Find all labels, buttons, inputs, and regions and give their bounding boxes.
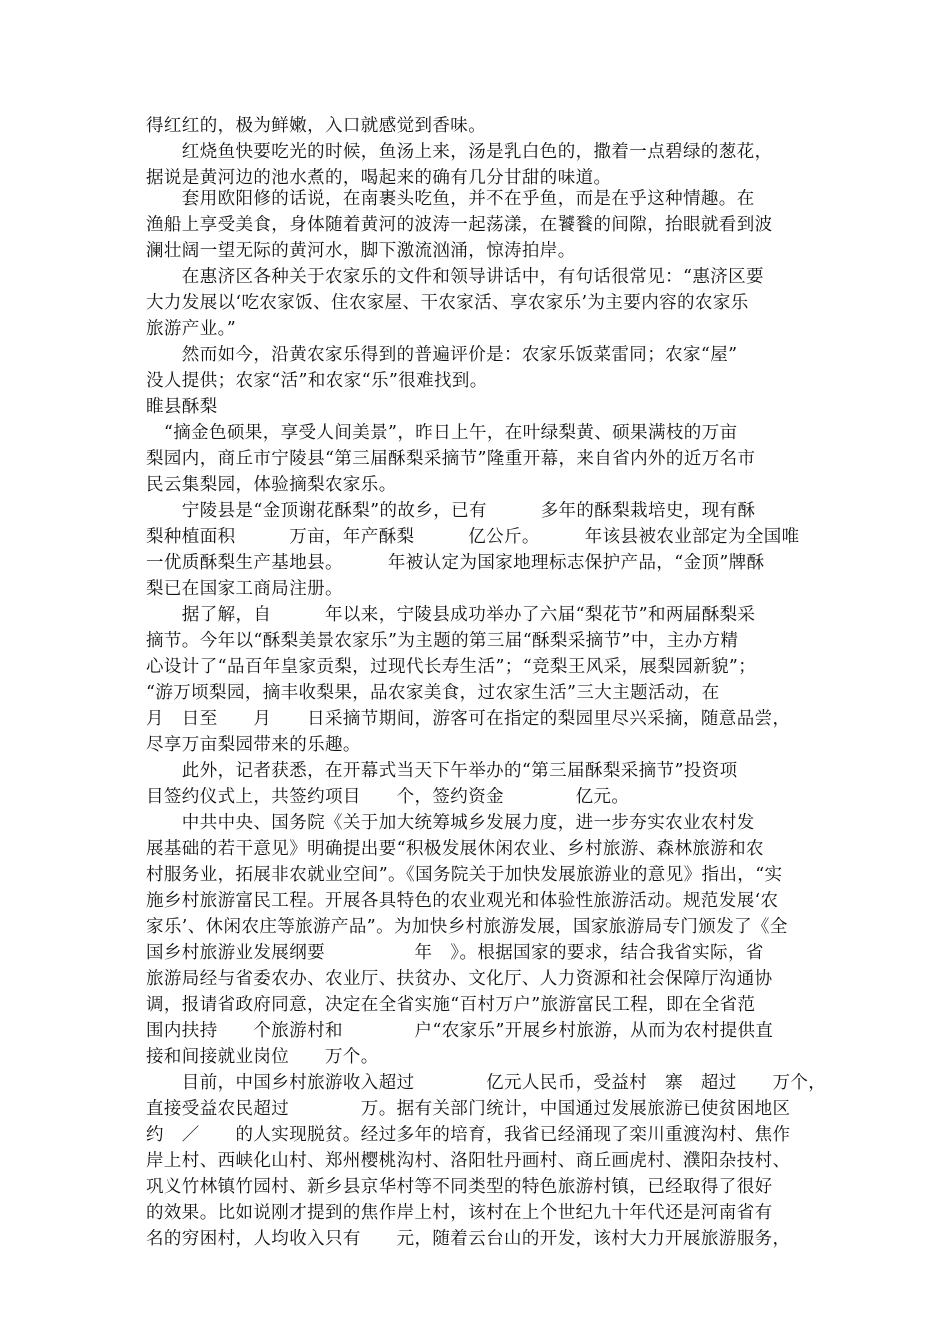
text-line: 梨已在国家工商局注册。 (146, 579, 343, 599)
text-line: 中共中央、国务院《关于加大统筹城乡发展力度，进一步夯实农业农村发 (146, 813, 755, 833)
text-line: 约 ／ 的人实现脱贫。经过多年的培育，我省已经涌现了栾川重渡沟村、焦作 (146, 1125, 791, 1145)
text-line: 目签约仪式上，共签约项目 个，签约资金 亿元。 (146, 787, 630, 807)
text-line: 红烧鱼快要吃光的时候，鱼汤上来，汤是乳白色的，撒着一点碧绿的葱花， (146, 142, 773, 162)
text-line: 目前，中国乡村旅游收入超过 亿元人民币，受益村 寨 超过 万个， (146, 1073, 827, 1093)
text-line: 然而如今，沿黄农家乐得到的普遍评价是：农家乐饭菜雷同；农家“屋” (146, 345, 738, 365)
text-line: 月 日至 月 日采摘节期间，游客可在指定的梨园里尽兴采摘，随意品尝， (146, 709, 791, 729)
text-line: 渔船上享受美食，身体随着黄河的波涛一起荡漾，在饕餮的间隙，抬眼就看到波 (146, 215, 773, 235)
text-line: 巩义竹林镇竹园村、新乡县京华村等不同类型的特色旅游村镇，已经取得了很好 (146, 1177, 773, 1197)
text-line: 一优质酥梨生产基地县。 年被认定为国家地理标志保护产品，“金顶”牌酥 (146, 553, 765, 573)
text-line: 家乐’、休闲农庄等旅游产品”。为加快乡村旅游发展，国家旅游局专门颁发了《全 (146, 917, 788, 937)
text-line: 摘节。今年以“酥梨美景农家乐”为主题的第三届“酥梨采摘节”中，主办方精 (146, 631, 739, 651)
text-line: 据说是黄河边的池水煮的，喝起来的确有几分甘甜的味道。 (146, 168, 612, 188)
text-line: 梨种植面积 万亩，年产酥梨 亿公斤。 年该县被农业部定为全国唯 (146, 527, 800, 547)
text-line: 接和间接就业岗位 万个。 (146, 1047, 379, 1067)
text-line: 围内扶持 个旅游村和 户“农家乐”开展乡村旅游，从而为农村提供直 (146, 1021, 774, 1041)
text-line: 宁陵县是“金顶谢花酥梨”的故乡，已有 多年的酥梨栽培史，现有酥 (146, 501, 756, 521)
text-line: 大力发展以‘吃农家饭、住农家屋、干农家活、享农家乐’为主要内容的农家乐 (146, 293, 749, 313)
text-line: 民云集梨园，体验摘梨农家乐。 (146, 475, 397, 495)
text-line: 在惠济区各种关于农家乐的文件和领导讲话中，有句话很常见：“惠济区要 (146, 267, 764, 287)
text-line: 套用欧阳修的话说，在南裹头吃鱼，并不在乎鱼，而是在乎这种情趣。在 (146, 189, 755, 209)
text-line: 没人提供；农家“活”和农家“乐”很难找到。 (146, 371, 488, 391)
text-line: 据了解，自 年以来，宁陵县成功举办了六届“梨花节”和两届酥梨采 (146, 605, 756, 625)
text-line: 旅游产业。” (146, 319, 237, 339)
text-line: 此外，记者获悉，在开幕式当天下午举办的“第三届酥梨采摘节”投资项 (146, 761, 738, 781)
text-line: 名的穷困村，人均收入只有 元，随着云台山的开发，该村大力开展旅游服务， (146, 1229, 791, 1249)
text-line: “摘金色硕果，享受人间美景”，昨日上午，在叶绿梨黄、硕果满枝的万亩 (146, 423, 738, 443)
text-line: 调，报请省政府同意，决定在全省实施“百村万户”旅游富民工程，即在全省范 (146, 995, 756, 1015)
text-line: 岸上村、西峡化山村、郑州樱桃沟村、洛阳牡丹画村、商丘画虎村、濮阳杂技村、 (146, 1151, 791, 1171)
section-heading: 睢县酥梨 (146, 397, 218, 417)
text-line: 澜壮阔一望无际的黄河水，脚下激流汹涌，惊涛拍岸。 (146, 241, 576, 261)
text-line: 尽享万亩梨园带来的乐趣。 (146, 735, 361, 755)
text-line: 梨园内，商丘市宁陵县“第三届酥梨采摘节”隆重开幕，来自省内外的近万名市 (146, 449, 756, 469)
text-line: 直接受益农民超过 万。据有关部门统计，中国通过发展旅游已使贫困地区 (146, 1099, 791, 1119)
text-line: 旅游局经与省委农办、农业厅、扶贫办、文化厅、人力资源和社会保障厅沟通协 (146, 969, 773, 989)
text-line: 得红红的，极为鲜嫩，入口就感觉到香味。 (146, 116, 487, 136)
text-line: 的效果。比如说刚才提到的焦作岸上村，该村在上个世纪九十年代还是河南省有 (146, 1203, 773, 1223)
text-line: 展基础的若干意见》明确提出要“积极发展休闲农业、乡村旅游、森林旅游和农 (146, 839, 764, 859)
text-line: 国乡村旅游业发展纲要 年 》。根据国家的要求，结合我省实际，省 (146, 943, 764, 963)
text-line: “游万顷梨园，摘丰收梨果，品农家美食，过农家生活”三大主题活动，在 (146, 683, 720, 703)
text-line: 心设计了“品百年皇家贡梨，过现代长寿生活”；“竞梨王风采，展梨园新貌”； (146, 657, 757, 677)
text-line: 施乡村旅游富民工程。开展各具特色的农业观光和体验性旅游活动。规范发展‘农 (146, 891, 779, 911)
text-line: 村服务业，拓展非农就业空间”。《国务院关于加快发展旅游业的意见》指出，“实 (146, 865, 783, 885)
